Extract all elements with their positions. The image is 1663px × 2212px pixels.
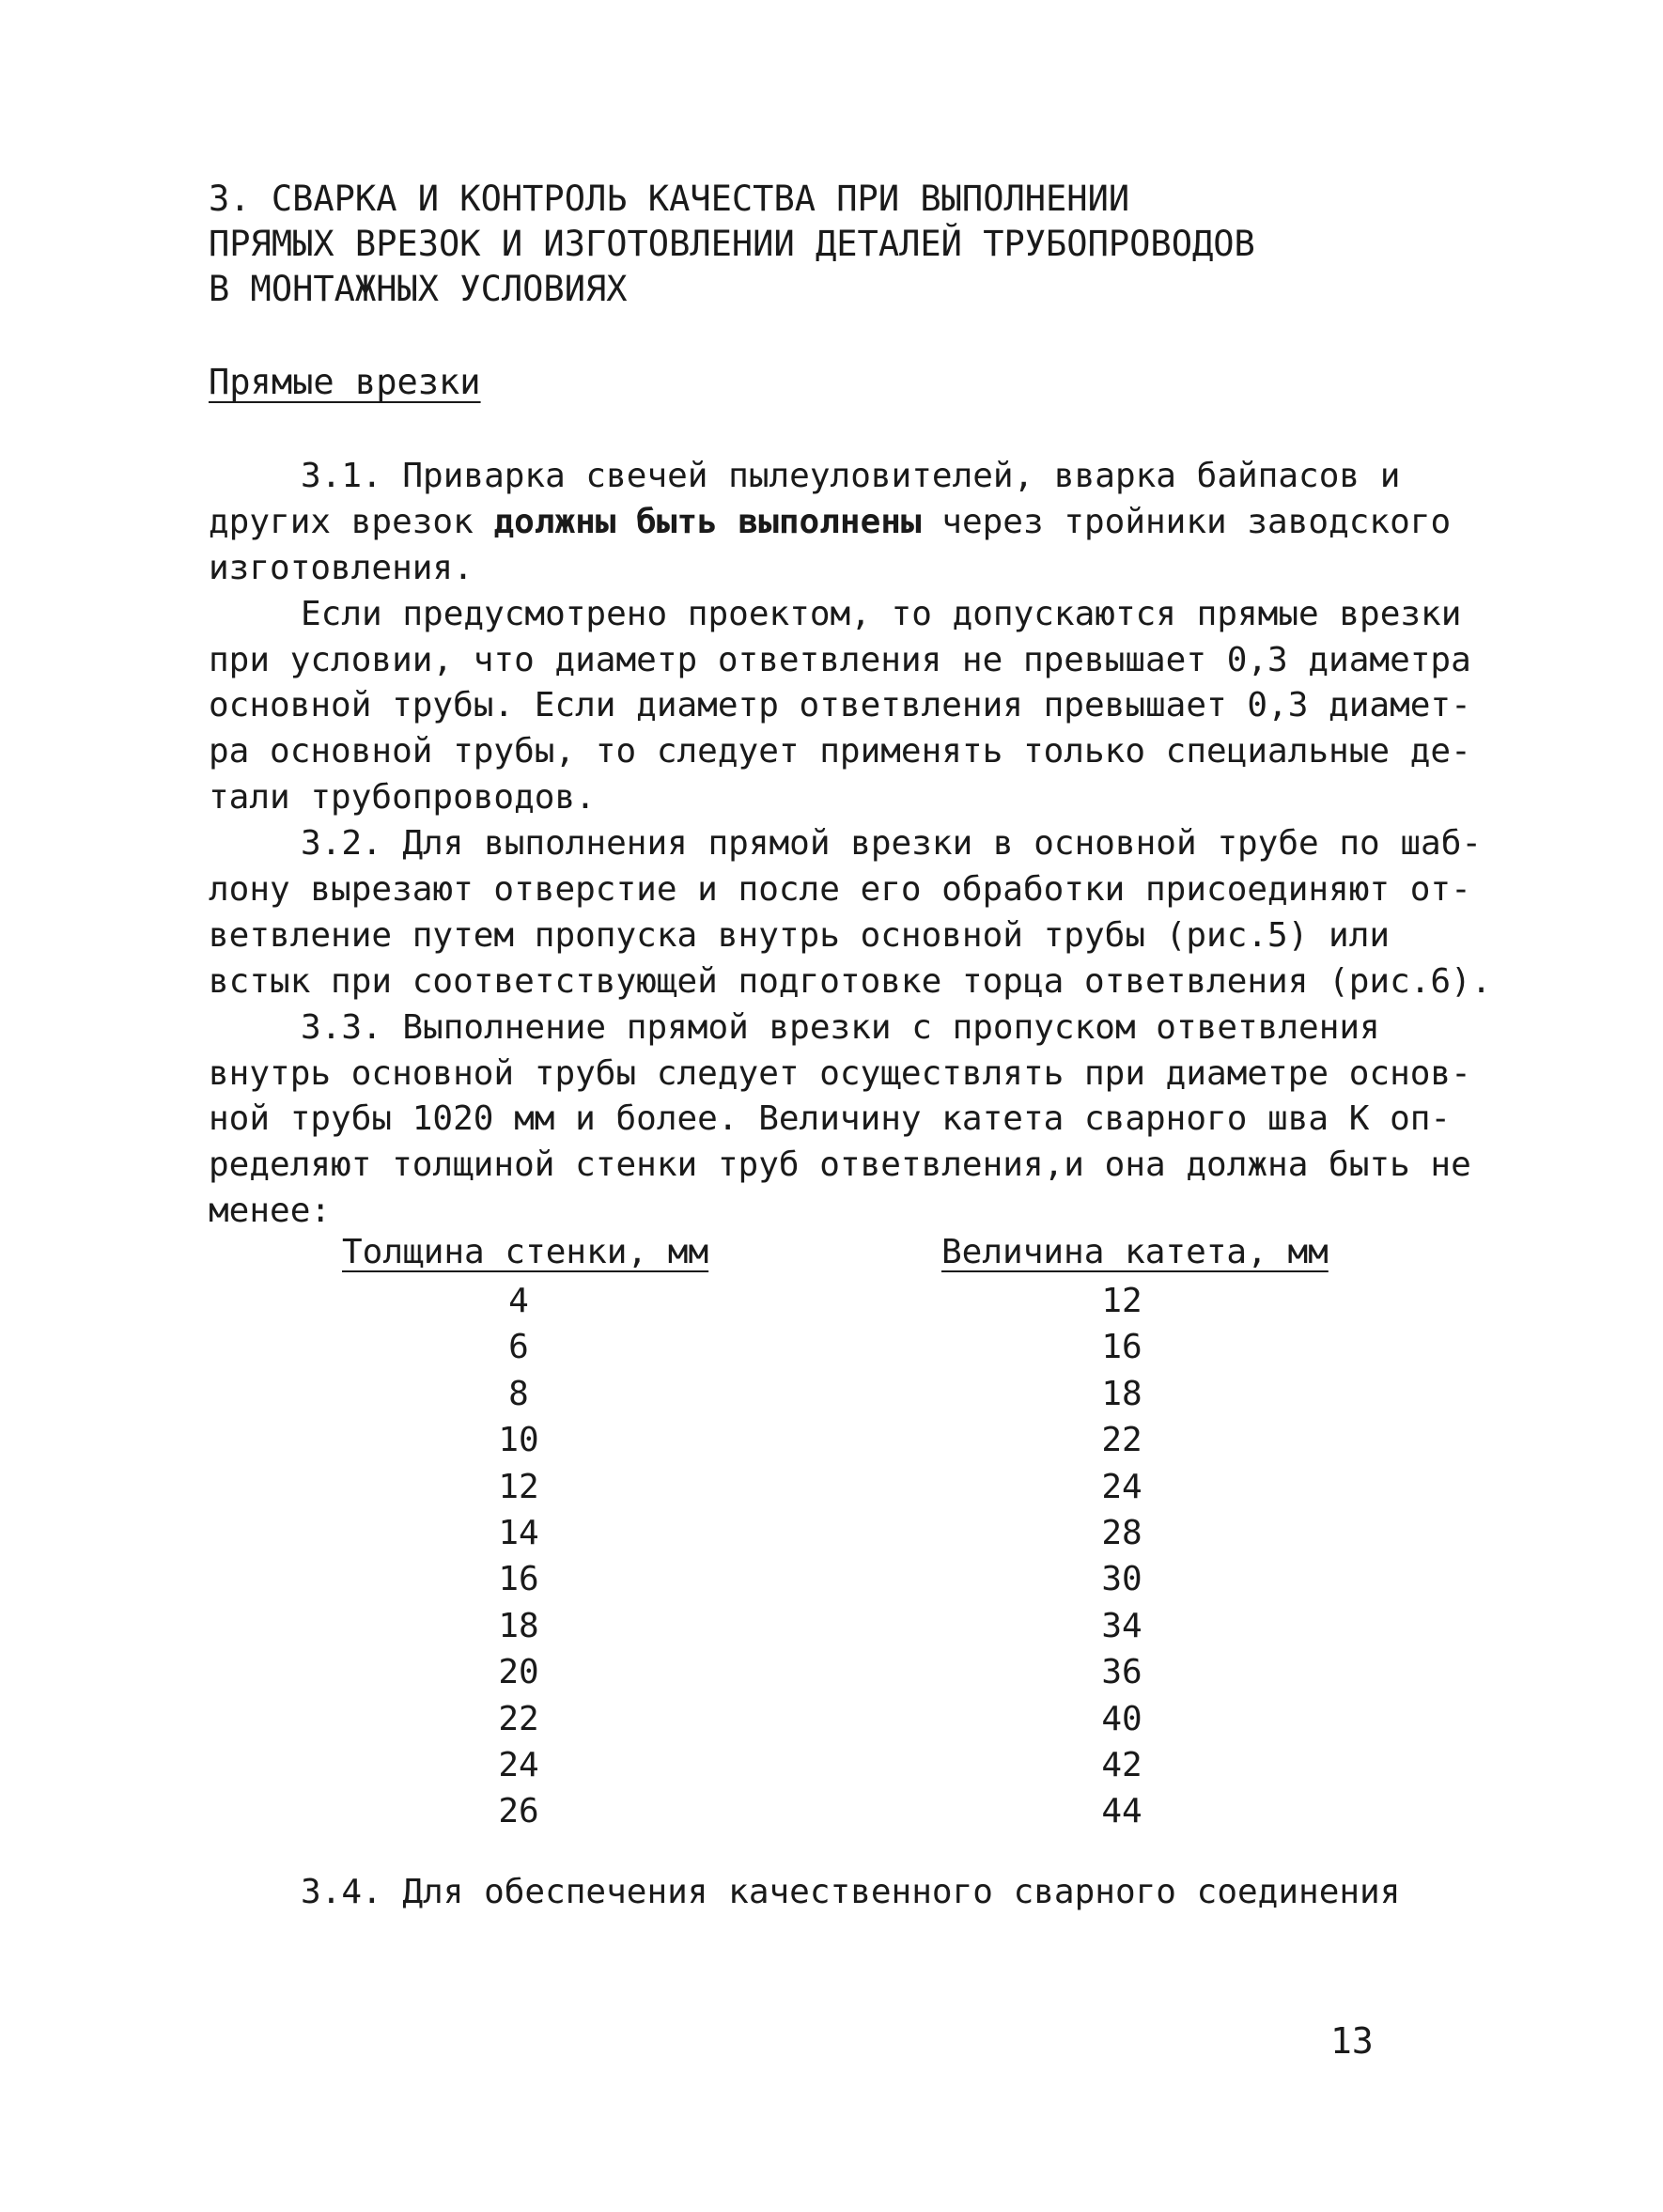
wall-thickness-cell: 20: [498, 1653, 539, 1692]
table-row: [209, 1696, 1430, 1742]
title-line: 3. СВАРКА И КОНТРОЛЬ КАЧЕСТВА ПРИ ВЫПОЛНЕНИИ: [209, 179, 1130, 219]
leg-size-cell: 24: [1101, 1467, 1142, 1506]
text-segment: через тройники заводского: [921, 502, 1452, 541]
text-line: ра основной трубы, то следует применять только специальные де-: [209, 732, 1471, 771]
leg-size-cell: 34: [1101, 1606, 1142, 1645]
text-line: внутрь основной трубы следует осуществлять при диаметре основ-: [209, 1053, 1471, 1093]
leg-size-cell: 28: [1101, 1513, 1142, 1552]
table-row: [209, 1464, 1430, 1510]
page-number: 13: [1330, 2020, 1374, 2062]
table-row: [209, 1649, 1430, 1695]
text-line: ной трубы 1020 мм и более. Величину катета сварного шва К оп-: [209, 1099, 1452, 1139]
wall-thickness-cell: 10: [498, 1421, 539, 1460]
text-line: менее:: [209, 1192, 332, 1231]
section-title: [209, 177, 1336, 312]
wall-thickness-cell: 26: [498, 1792, 539, 1831]
table-row: [209, 1371, 1430, 1417]
table-body: [209, 1278, 1430, 1835]
table-row: [209, 1278, 1430, 1324]
leg-size-cell: 16: [1101, 1328, 1142, 1367]
text-line: ределяют толщиной стенки труб ответвления,и она должна быть не: [209, 1145, 1471, 1185]
wall-thickness-cell: 4: [508, 1282, 529, 1320]
bold-text-segment: должны быть выполнены: [493, 502, 922, 541]
wall-thickness-cell: 12: [498, 1467, 539, 1506]
table-row: [209, 1324, 1430, 1370]
table-row: [209, 1510, 1430, 1556]
text-line: 3.1. Приварка свечей пылеуловителей, вварка байпасов и: [301, 457, 1401, 495]
leg-size-cell: 22: [1101, 1421, 1142, 1460]
text-line: при условии, что диаметр ответвления не превышает 0,3 диаметра: [209, 640, 1471, 679]
leg-size-cell: 42: [1101, 1745, 1142, 1784]
table-row: [209, 1417, 1430, 1463]
text-line: 3.2. Для выполнения прямой врезки в основной трубе по шаб-: [301, 824, 1483, 864]
text-line: [209, 500, 1452, 546]
text-line: 3.3. Выполнение прямой врезки с пропуском ответвления: [301, 1007, 1380, 1047]
leg-size-cell: 30: [1101, 1560, 1142, 1599]
wall-thickness-cell: 16: [498, 1560, 539, 1599]
leg-size-cell: 40: [1101, 1699, 1142, 1738]
leg-size-cell: 44: [1101, 1792, 1142, 1831]
text-line: лону вырезают отверстие и после его обработки присоединяют от-: [209, 870, 1471, 910]
paragraph-3-4: 3.4. Для обеспечения качественного сварного соединения: [301, 1873, 1401, 1911]
text-line: основной трубы. Если диаметр ответвления превышает 0,3 диамет-: [209, 686, 1471, 725]
wall-thickness-cell: 22: [498, 1699, 539, 1738]
wall-thickness-cell: 24: [498, 1745, 539, 1784]
wall-thickness-cell: 6: [508, 1328, 529, 1367]
table-row: [209, 1742, 1430, 1788]
table-row: [209, 1556, 1430, 1602]
title-line: В МОНТАЖНЫХ УСЛОВИЯХ: [209, 269, 628, 309]
subsection-heading: Прямые врезки: [209, 362, 481, 402]
text-line: встык при соответствующей подготовке торца ответвления (рис.6).: [209, 961, 1492, 1001]
wall-thickness-cell: 14: [498, 1513, 539, 1552]
table-header-wall-thickness: Толщина стенки, мм: [342, 1233, 709, 1271]
table-header-leg-size: Величина катета, мм: [941, 1233, 1329, 1271]
leg-size-cell: 18: [1101, 1374, 1142, 1413]
leg-size-cell: 12: [1101, 1282, 1142, 1320]
leg-size-cell: 36: [1101, 1653, 1142, 1692]
text-line: Если предусмотрено проектом, то допускаются прямые врезки: [301, 594, 1462, 633]
body-text: [209, 454, 1492, 1235]
table-row: [209, 1603, 1430, 1649]
wall-thickness-cell: 8: [508, 1374, 529, 1413]
wall-thickness-cell: 18: [498, 1606, 539, 1645]
text-line: ветвление путем пропуска внутрь основной трубы (рис.5) или: [209, 915, 1391, 955]
title-line: ПРЯМЫХ ВРЕЗОК И ИЗГОТОВЛЕНИИ ДЕТАЛЕЙ ТРУБОПРОВОДОВ: [209, 224, 1255, 264]
text-line: изготовления.: [209, 548, 474, 587]
table-row: [209, 1788, 1430, 1834]
text-line: тали трубопроводов.: [209, 778, 596, 818]
text-segment: других врезок: [209, 502, 494, 541]
